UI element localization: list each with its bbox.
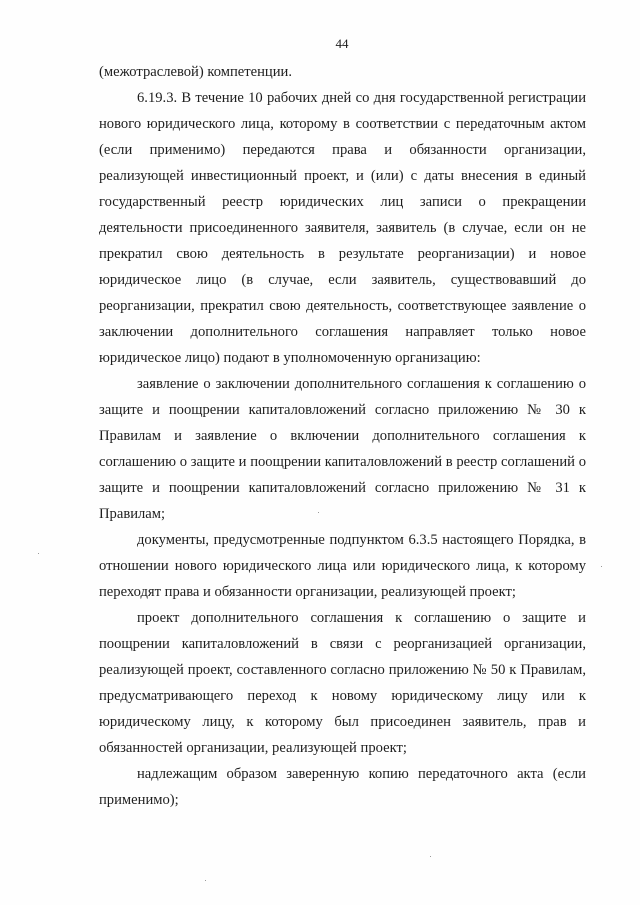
scan-speck: [601, 566, 602, 567]
scan-speck: [430, 856, 431, 857]
body-text: [99, 59, 586, 813]
paragraph-transfer-act-item: надлежащим образом заверенную копию передаточного акта (если применимо);: [99, 766, 586, 808]
paragraph-application-item: заявление о заключении дополнительного соглашения к соглашению о защите и поощрении капиталовложений согласно приложению № 30 к Правилам и заявление о включении дополнительного соглашения к соглашению о защите и поощрении капиталовложений в реестр соглашений о защите и поощрении капиталовложений согласно приложению № 31 к Правилам;: [99, 376, 586, 522]
scan-speck: [205, 880, 206, 881]
paragraph-continuation: (межотраслевой) компетенции.: [99, 64, 293, 80]
paragraph-6-19-3: 6.19.3. В течение 10 рабочих дней со дня государственной регистрации нового юридического лица, которому в соответствии с передаточным актом (если применимо) передаются права и обязанности организации, реализующей инвестиционный проект, и (или) с даты внесения в единый государственный реестр юридических лиц записи о прекращении деятельности присоединенного заявителя, заявитель (в случае, если он не прекратил свою деятельность в результате реорганизации) и новое юридическое лицо (в случае, если заявитель, существовавший до реорганизации, прекратил свою деятельность, соответствующее заявление о заключении дополнительного соглашения направляет только новое юридическое лицо) подают в уполномоченную организацию:: [99, 90, 586, 366]
page-number: 44: [335, 36, 349, 51]
scan-speck: [318, 512, 319, 513]
paragraph-draft-agreement-item: проект дополнительного соглашения к соглашению о защите и поощрении капиталовложений в связи с реорганизацией организации, реализующей проект, составленного согласно приложению № 50 к Правилам, предусматривающего переход к новому юридическому лицу или к юридическому лицу, к которому был присоединен заявитель, прав и обязанностей организации, реализующей проект;: [99, 610, 586, 756]
scan-speck: [38, 553, 39, 554]
paragraph-documents-item: документы, предусмотренные подпунктом 6.3.5 настоящего Порядка, в отношении нового юридического лица или юридического лица, к которому переходят права и обязанности организации, реализующей проект;: [99, 532, 586, 600]
